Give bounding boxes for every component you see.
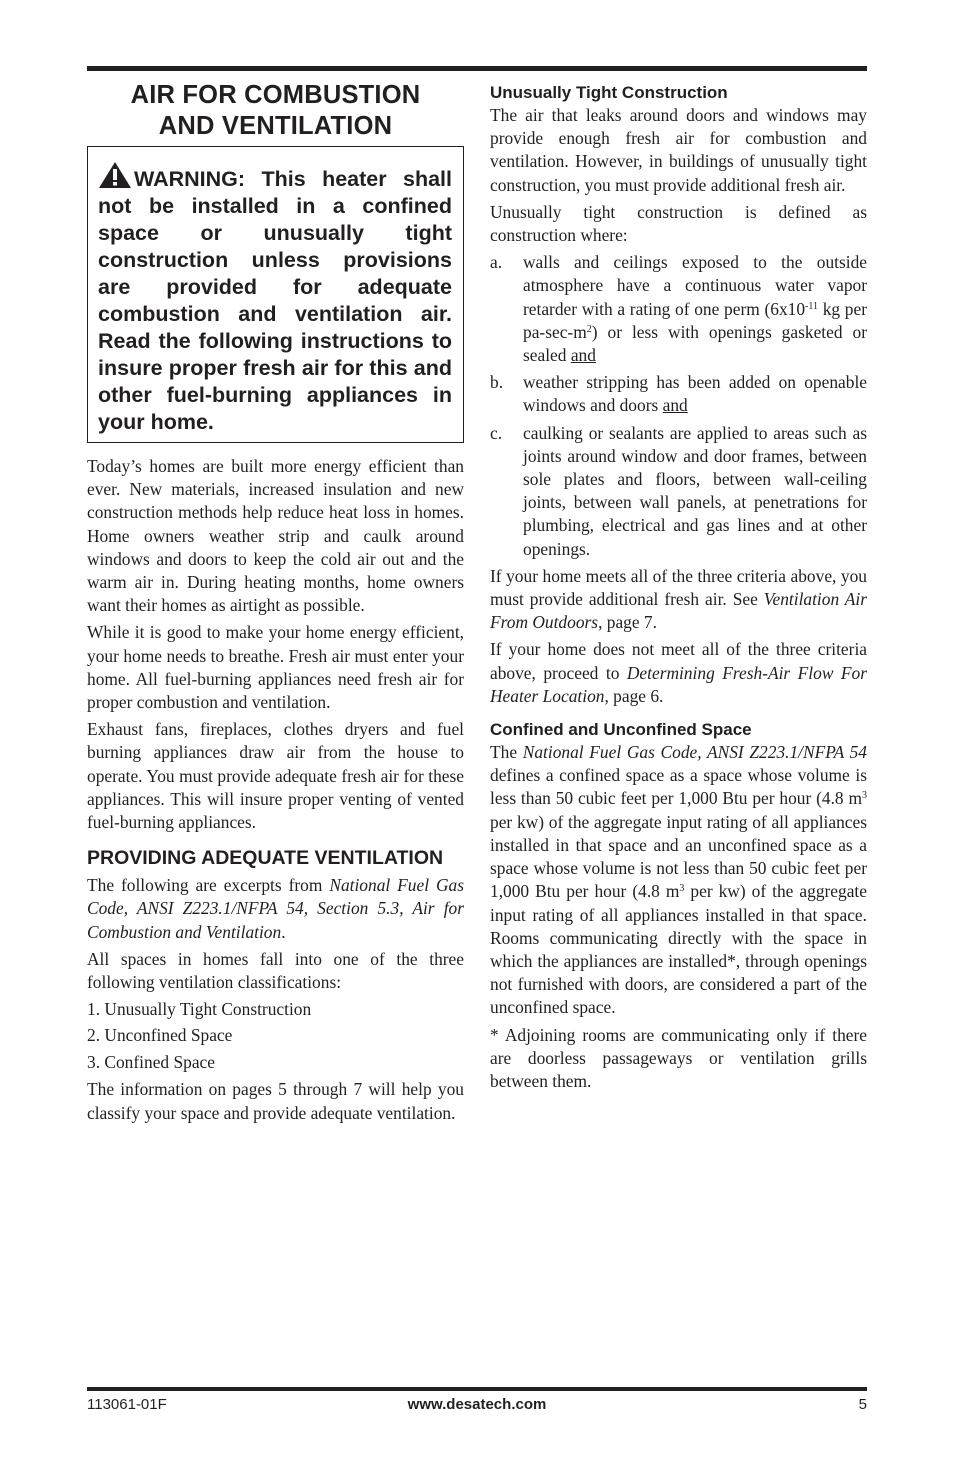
list-item: 3. Confined Space [87,1052,215,1073]
list-item: 2. Unconfined Space [87,1025,233,1046]
bottom-rule [87,1387,867,1391]
excerpt-text-start: The following are excerpts from [87,875,330,896]
page-title [87,80,464,142]
excerpt-source: National Fuel Gas Code, ANSI Z223.1/NFPA 54, Section 5.3, Air for Combustion and Ventilation [87,875,464,942]
criteria-item-c [490,422,867,561]
criteria-text: walls and ceilings exposed to the outside atmosphere have a continuous water vapor retarder with a rating of one perm ($6x10^{-11}$ kg per $pa-\sec-m^2$) or less with openings gasketed or sealed and [523,252,868,366]
tight-paragraph-2: Unusually tight construction is defined as construction where: [490,201,867,246]
intro-paragraph-1: Today’s homes are built more energy efficient than ever. New materials, increased insulation and new construction methods help reduce heat loss in homes. Home owners weather strip and caulk around windows and doors to keep the cold air out and the warm air in. During heating months, home owners want their homes as airtight as possible. [87,456,464,616]
criteria-text: weather stripping has been added on openable windows and doors and [523,372,867,416]
subheading-confined-space: Confined and Unconfined Space [490,720,752,740]
criteria-label: a. [490,252,503,273]
document-number: 113061-01F [87,1396,167,1413]
title-line-1: AIR FOR COMBUSTION [130,81,421,109]
warning-triangle-icon [98,161,132,189]
excerpt-paragraph [87,874,464,944]
website-link[interactable]: www.desatech.com [407,1396,547,1413]
criteria-not-met-paragraph: If your home does not meet all of the three criteria above, proceed to Determining Fresh-Air Flow For Heater Location, page 6. [490,639,867,706]
info-paragraph: The information on pages 5 through 7 will help you classify your space and provide adequate ventilation. [87,1079,464,1123]
excerpt-text-end: . [281,921,286,942]
criteria-met-paragraph: If your home meets all of the three criteria above, you must provide additional fresh air. See Ventilation Air From Outdoors, page 7. [490,565,868,633]
criteria-label: b. [490,372,504,393]
list-item: 1. Unusually Tight Construction [87,998,312,1019]
warning-text: WARNING: This heater shall not be installed in a confined space or unusually tight construction unless provisions are provided for adequate combustion and ventilation air. Read the following instructions to insure proper fresh air for this and other fuel-burning appliances in your home. [98,167,452,434]
right-column [490,82,867,1093]
intro-paragraph-3: Exhaust fans, fireplaces, clothes dryers and fuel burning appliances draw air from the house to operate. You must provide adequate fresh air for these appliances. This will insure proper venting of vented fuel-burning appliances. [87,719,464,833]
criteria-item-b [490,371,867,417]
title-line-2: AND VENTILATION [158,112,393,140]
warning-box [87,146,464,443]
criteria-label: c. [490,422,503,443]
confined-definition-paragraph: The National Fuel Gas Code, ANSI Z223.1/NFPA 54 defines a confined space as a space whose volume is less than 50 cubic feet per 1,000 Btu per hour (4.8 $m^3$ per kw) of the aggregate input rating of all appliances installed in that space and an unconfined space as a space whose volume is not less than 50 cubic feet per 1,000 Btu per hour (4.8 $m^3$ per kw) of the aggregate input rating of all appliances installed in that space. Rooms communicating directly with the space in which the appliances are installed*, through openings not furnished with doors, are considered a part of the unconfined space. [490,742,867,1018]
intro-paragraph-2: While it is good to make your home energy efficient, your home needs to breathe. Fresh air must enter your home. All fuel-burning appliances need fresh air for proper combustion and ventilation. [87,622,464,713]
tight-paragraph-1: The air that leaks around doors and windows may provide enough fresh air for combustion and ventilation. However, in buildings of unusually tight construction, you must provide additional fresh air. [490,105,867,195]
page-number: 5 [858,1396,867,1413]
left-column [87,78,464,1125]
top-rule [87,66,867,71]
adjoining-rooms-note: * Adjoining rooms are communicating only if there are doorless passageways or ventilation grills between them. [490,1024,867,1091]
criteria-item-a [490,251,867,367]
classification-paragraph: All spaces in homes fall into one of the three following ventilation classifications: [87,948,464,993]
section-heading-ventilation: PROVIDING ADEQUATE VENTILATION [87,847,444,870]
subheading-tight-construction: Unusually Tight Construction [490,83,728,102]
criteria-text: caulking or sealants are applied to areas such as joints around window and door frames, between sole plates and floors, between wall-ceiling joints, between wall panels, at penetrations for plumbing, electrical and gas lines and at other openings. [523,422,867,559]
